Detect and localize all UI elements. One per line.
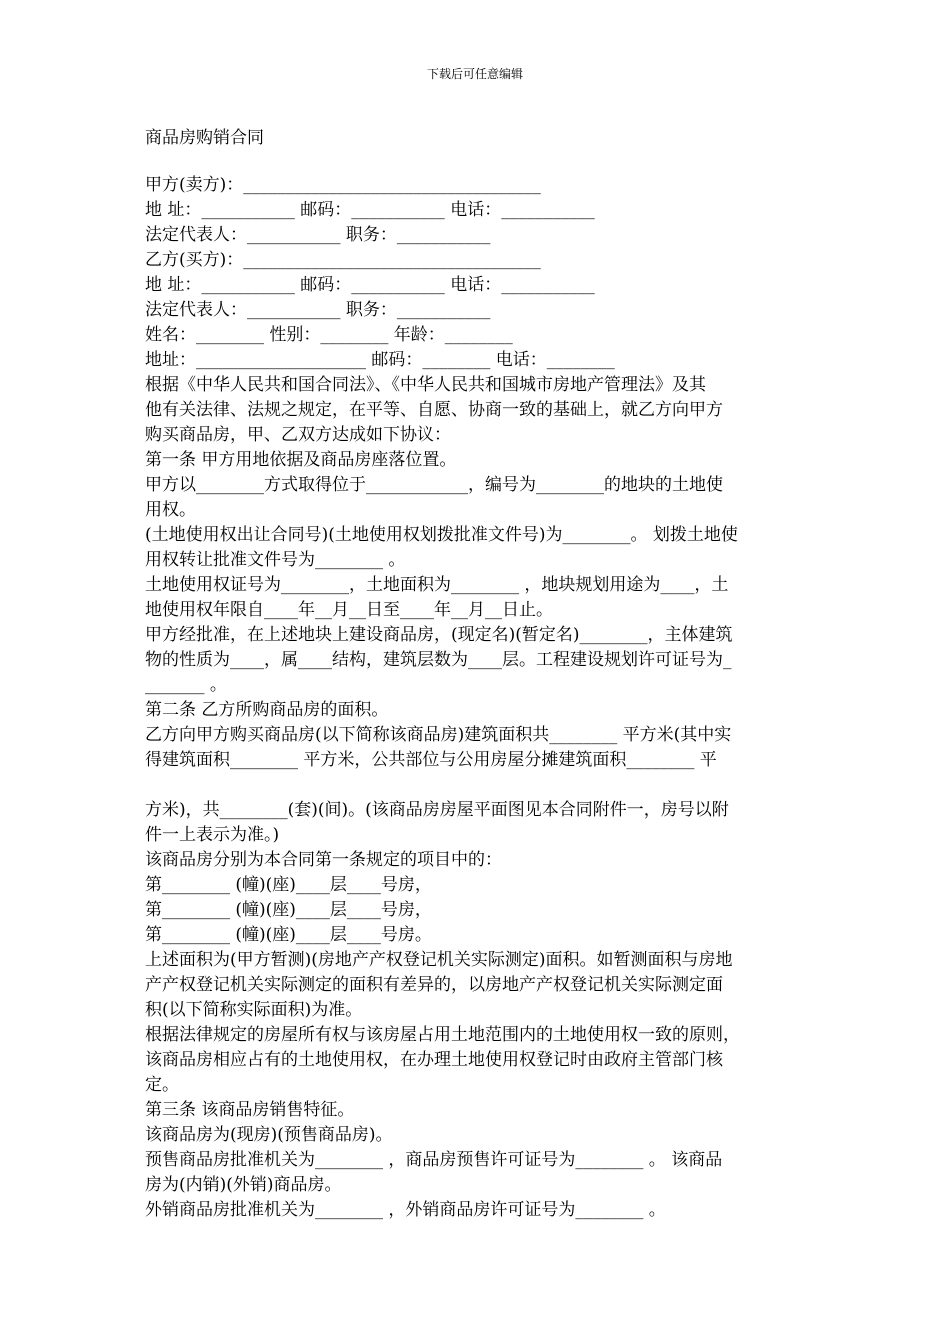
text-line: 地使用权年限自____年__月__日至____年__月__日止。 [145,600,553,620]
blank-line [145,773,815,798]
text-line: _______ 。 [145,675,227,695]
text-line: 该商品房分别为本合同第一条规定的项目中的： [145,850,502,870]
text-line: 购买商品房，甲、乙双方达成如下协议： [145,425,451,445]
text-line: 甲方以________方式取得位于____________，编号为________的地块的土地使 [145,475,723,495]
section-heading: 第一条 甲方用地依据及商品房座落位置。 [145,450,457,470]
text-line: 根据法律规定的房屋所有权与该房屋占用土地范围内的土地使用权一致的原则， [145,1025,740,1045]
text-line: 法定代表人：___________ 职务：___________ [145,225,491,245]
text-line: 甲方(卖方)：___________________________________ [145,175,541,195]
document-title: 商品房购销合同 [145,128,264,148]
header-note: 下载后可任意编辑 [426,67,523,81]
text-line: 用权转让批准文件号为________ 。 [145,550,406,570]
text-line: 用权。 [145,500,196,520]
text-line: 外销商品房批准机关为________ ，外销商品房许可证号为________ 。 [145,1200,666,1220]
text-line: 该商品房为(现房)(预售商品房)。 [145,1125,393,1145]
text-line: 乙方(买方)：___________________________________ [145,250,541,270]
text-line: 根据《中华人民共和国合同法》、《中华人民共和国城市房地产管理法》及其 [145,375,706,395]
text-line: 方米)，共________(套)(间)。(该商品房房屋平面图见本合同附件一，房号以附 [145,800,729,820]
text-line: 第________ (幢)(座)____层____号房， [145,875,432,895]
text-line: 土地使用权证号为________，土地面积为________ ，地块规划用途为____，土 [145,575,729,595]
text-line: 地 址：___________ 邮码：___________ 电话：___________ [145,200,595,220]
text-line: 法定代表人：___________ 职务：___________ [145,300,491,320]
text-line: 件一上表示为准。) [145,825,280,845]
text-line: 乙方向甲方购买商品房(以下简称该商品房)建筑面积共________ 平方米(其中实 [145,725,732,745]
text-line: (土地使用权出让合同号)(土地使用权划拨批准文件号)为________。 划拨土地使 [145,525,738,545]
text-line: 地址：____________________ 邮码：________ 电话：________ [145,350,615,370]
section-heading: 第二条 乙方所购商品房的面积。 [145,700,389,720]
text-line: 得建筑面积________ 平方米，公共部位与公用房屋分摊建筑面积________ 平 [145,750,717,770]
page-header [0,66,950,82]
text-line: 第________ (幢)(座)____层____号房。 [145,925,432,945]
text-line: 房为(内销)(外销)商品房。 [145,1175,342,1195]
text-line: 他有关法律、法规之规定，在平等、自愿、协商一致的基础上，就乙方向甲方 [145,400,723,420]
text-line: 甲方经批准，在上述地块上建设商品房，(现定名)(暂定名)________，主体建筑 [145,625,733,645]
text-line: 该商品房相应占有的土地使用权，在办理土地使用权登记时由政府主管部门核 [145,1050,723,1070]
document-body [145,173,815,1223]
section-heading: 第三条 该商品房销售特征。 [145,1100,355,1120]
text-line: 产产权登记机关实际测定的面积有差异的，以房地产产权登记机关实际测定面 [145,975,723,995]
text-line: 定。 [145,1075,179,1095]
text-line: 姓名：________ 性别：________ 年龄：________ [145,325,513,345]
text-line: 上述面积为(甲方暂测)(房地产产权登记机关实际测定)面积。如暂测面积与房地 [145,950,733,970]
text-line: 物的性质为____，属____结构，建筑层数为____层。工程建设规划许可证号为_ [145,650,732,670]
text-line: 第________ (幢)(座)____层____号房， [145,900,432,920]
text-line: 预售商品房批准机关为________ ，商品房预售许可证号为________ 。 该商品 [145,1150,723,1170]
text-line: 地 址：___________ 邮码：___________ 电话：___________ [145,275,595,295]
text-line: 积(以下简称实际面积)为准。 [145,1000,363,1020]
